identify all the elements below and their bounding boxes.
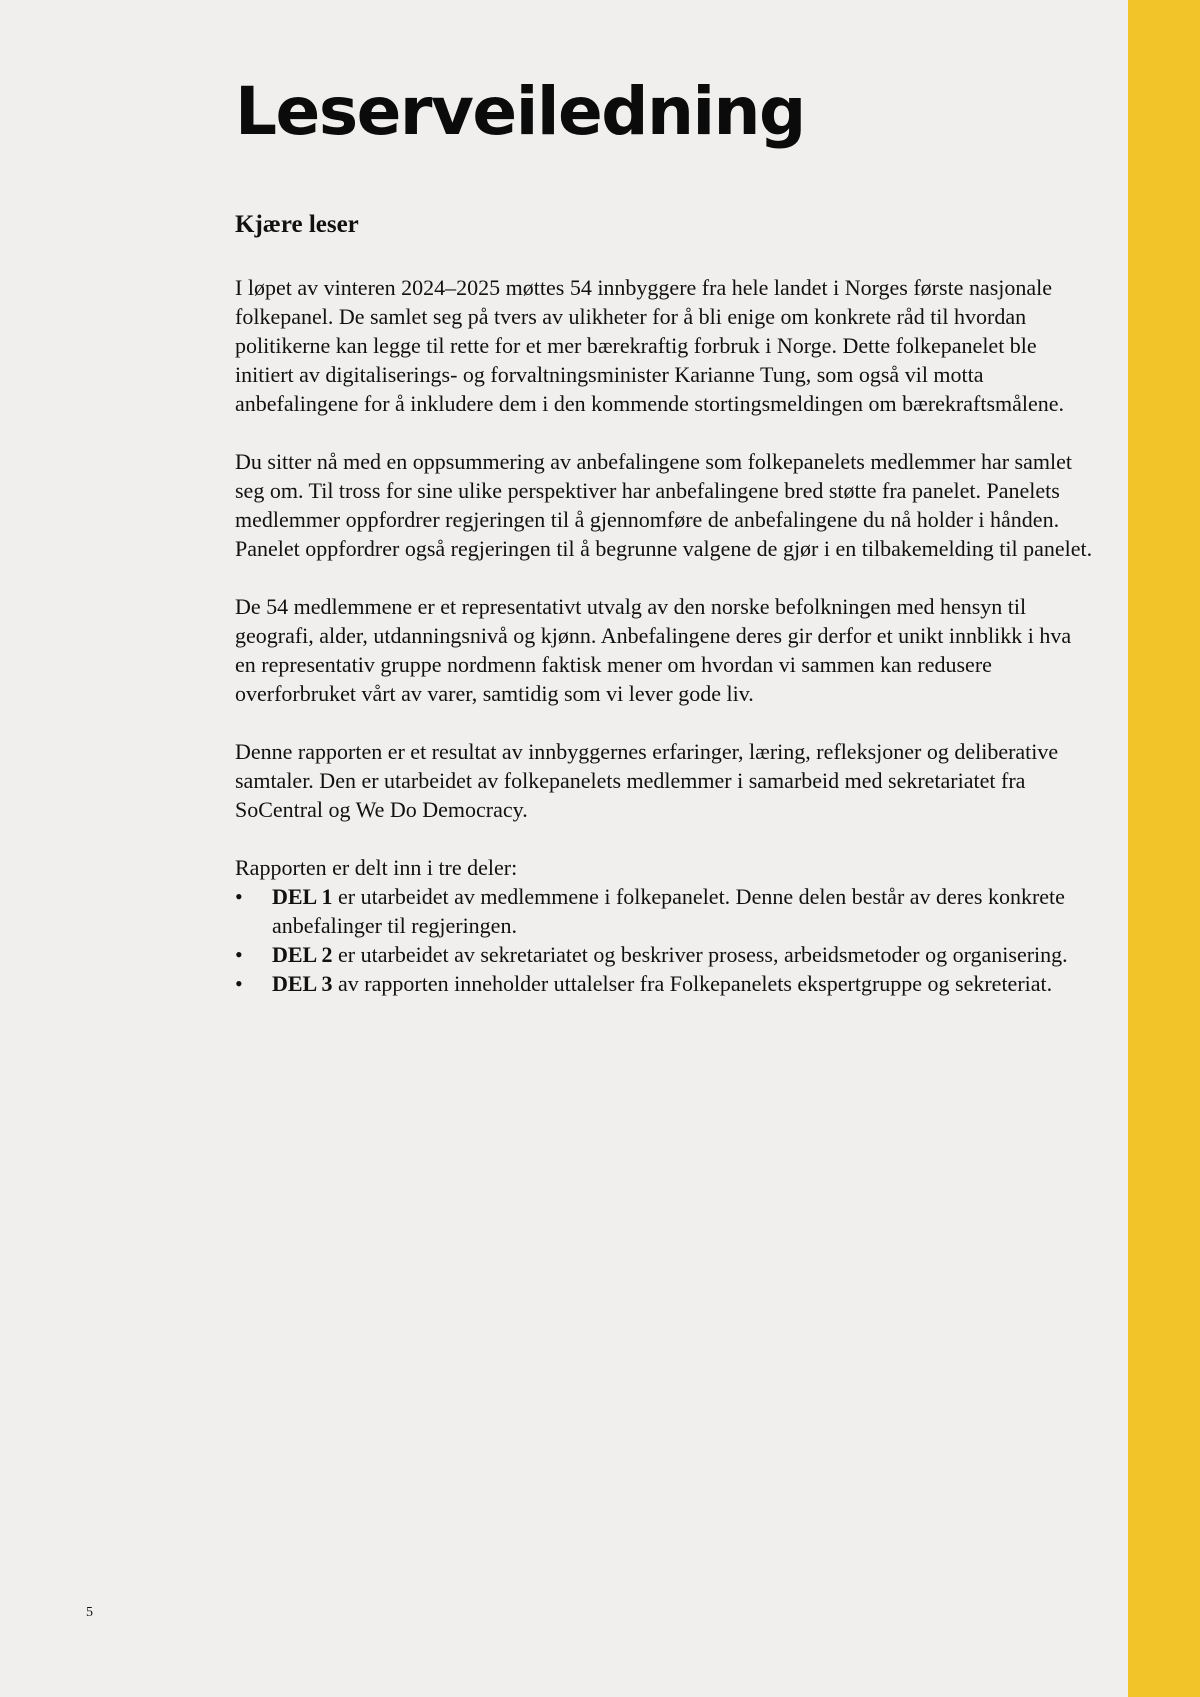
section-heading: Kjære leser — [235, 211, 359, 238]
paragraph-1: I løpet av vinteren 2024–2025 møttes 54 innbyggere fra hele landet i Norges første nasjonale folkepanel. De samlet seg på tvers av ulikheter for å bli enige om konkrete råd til hvordan politikerne kan legge til rette for et mer bærekraftig forbruk i Norge. Dette folkepanelet ble initiert av digitaliserings- og forvaltningsminister Karianne Tung, som også vil motta anbefalingene for å inkludere dem i den kommende stortingsmeldingen om bærekraftsmålene. — [235, 275, 1065, 416]
list-item-label: DEL 3 — [272, 971, 333, 996]
list-item — [235, 882, 1095, 940]
list-item — [235, 969, 1095, 998]
accent-side-band — [1128, 0, 1200, 1697]
paragraph-2: Du sitter nå med en oppsummering av anbefalingene som folkepanelets medlemmer har samlet seg om. Til tross for sine ulike perspektiver har anbefalingene bred støtte fra panelet. Panelets medlemmer oppfordrer regjeringen til å gjennomføre de anbefalingene du nå holder i hånden. Panelet oppfordrer også regjeringen til å begrunne valgene de gjør i en tilbakemelding til panelet. — [235, 449, 1093, 561]
list-item-text: av rapporten inneholder uttalelser fra Folkepanelets ekspertgruppe og sekreteriat. — [332, 971, 1053, 996]
list-intro: Rapporten er delt inn i tre deler: — [235, 855, 518, 880]
content-body — [235, 210, 1095, 998]
list-item-label: DEL 2 — [272, 942, 333, 967]
list-item-text: er utarbeidet av medlemmene i folkepanelet. Denne delen består av deres konkrete anbefalinger til regjeringen. — [272, 884, 1065, 938]
page-number: 5 — [86, 1605, 93, 1620]
list-item-text: er utarbeidet av sekretariatet og beskriver prosess, arbeidsmetoder og organisering. — [332, 942, 1068, 967]
list-item — [235, 940, 1095, 969]
parts-list — [235, 882, 1095, 998]
paragraph-3: De 54 medlemmene er et representativt utvalg av den norske befolkningen med hensyn til geografi, alder, utdanningsnivå og kjønn. Anbefalingene deres gir derfor et unikt innblikk i hva en representativ gruppe nordmenn faktisk mener om hvordan vi sammen kan redusere overforbruket vårt av varer, samtidig som vi lever gode liv. — [235, 594, 1072, 706]
page-title: Leserveiledning — [235, 73, 805, 150]
paragraph-4: Denne rapporten er et resultat av innbyggernes erfaringer, læring, refleksjoner og deliberative samtaler. Den er utarbeidet av folkepanelets medlemmer i samarbeid med sekretariatet fra SoCentral og We Do Democracy. — [235, 739, 1059, 822]
list-item-label: DEL 1 — [272, 884, 333, 909]
